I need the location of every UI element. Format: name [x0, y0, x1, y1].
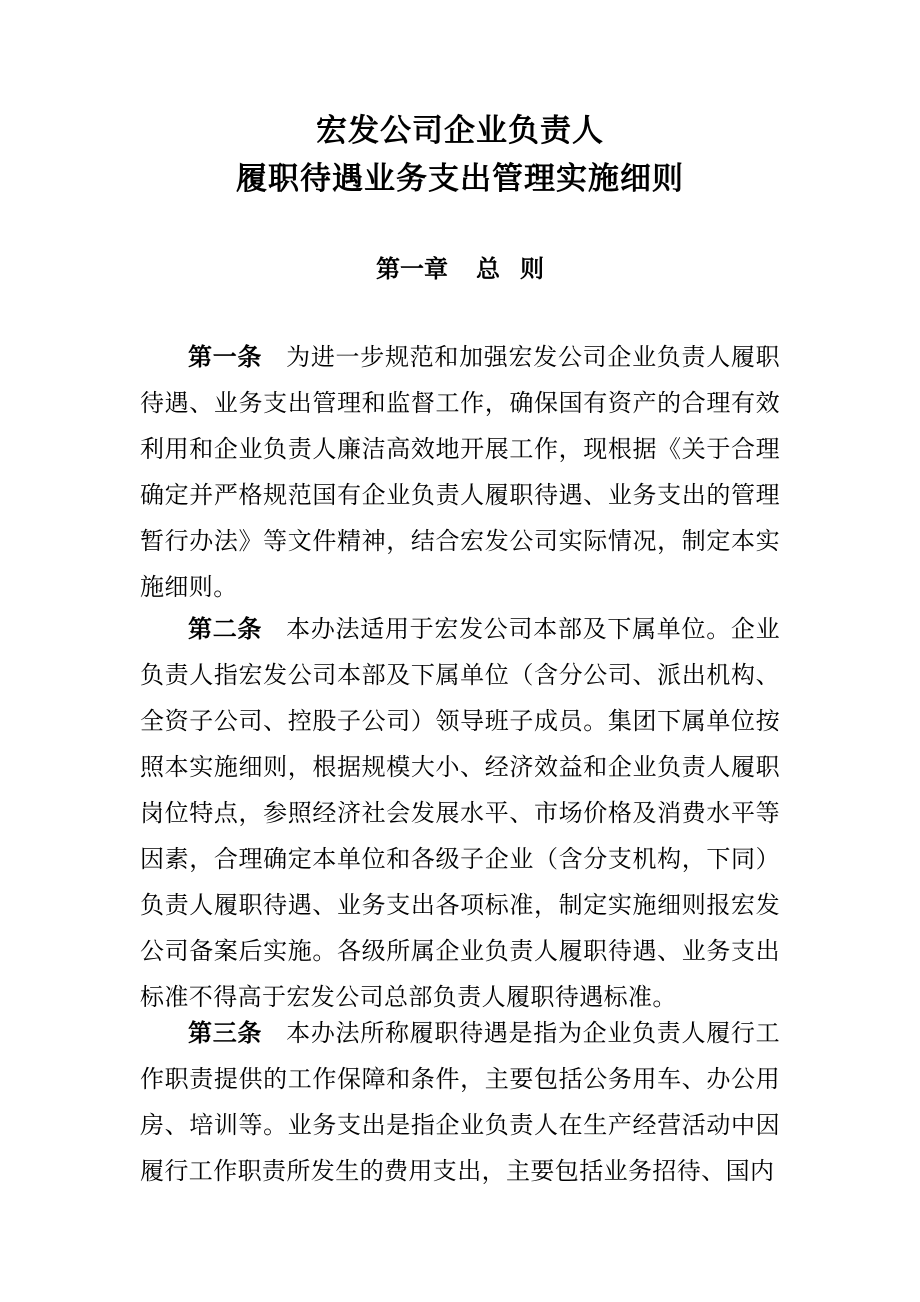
article-2: [140, 606, 780, 1020]
article-number: 第二条: [188, 615, 263, 643]
article-3: [140, 1010, 780, 1194]
article-text: 本办法适用于宏发公司本部及下属单位。企业负责人指宏发公司本部及下属单位（含分公司、派出机构、全资子公司、控股子公司）领导班子成员。集团下属单位按照本实施细则，根据规模大小、经济效益和企业负责人履职岗位特点，参照经济社会发展水平、市场价格及消费水平等因素，合理确定本单位和各级子企业（含分支机构，下同）负责人履职待遇、业务支出各项标准，制定实施细则报宏发公司备案后实施。各级所属企业负责人履职待遇、业务支出标准不得高于宏发公司总部负责人履职待遇标准。: [140, 615, 781, 1011]
article-number: 第一条: [188, 343, 263, 371]
document-title-line2: 履职待遇业务支出管理实施细则: [236, 161, 684, 197]
article-1: [140, 334, 780, 610]
article-text: 为进一步规范和加强宏发公司企业负责人履职待遇、业务支出管理和监督工作，确保国有资产的合理有效利用和企业负责人廉洁高效地开展工作，现根据《关于合理确定并严格规范国有企业负责人履职待遇、业务支出的管理暂行办法》等文件精神，结合宏发公司实际情况，制定本实施细则。: [140, 343, 781, 601]
chapter-heading: [0, 253, 920, 285]
chapter-name-char1: 总: [476, 255, 500, 283]
article-number: 第三条: [188, 1019, 263, 1047]
document-title-line1: 宏发公司企业负责人: [316, 113, 604, 149]
chapter-number: 第一章: [376, 255, 448, 283]
chapter-name-char2: 则: [520, 255, 544, 283]
article-text: 本办法所称履职待遇是指为企业负责人履行工作职责提供的工作保障和条件，主要包括公务用车、办公用房、培训等。业务支出是指企业负责人在生产经营活动中因履行工作职责所发生的费用支出，主要包括业务招待、国内: [140, 1019, 781, 1185]
